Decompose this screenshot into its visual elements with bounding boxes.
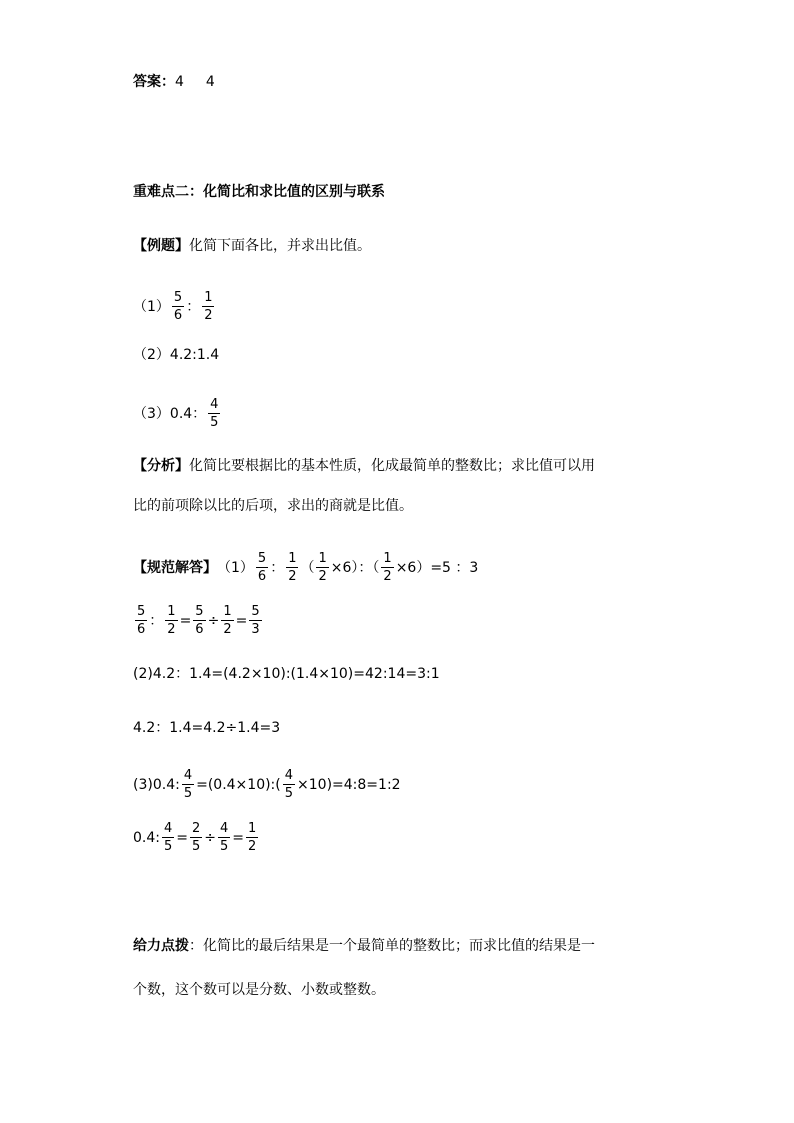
analysis-text-2: 比的前项除以比的后项，求出的商就是比值。 (133, 498, 413, 514)
analysis-text-1: 化简比要根据比的基本性质，化成最简单的整数比；求比值可以用 (189, 458, 595, 474)
example-label: 【例题】 (133, 238, 189, 254)
fraction: $\frac{5}{6}$ (195, 604, 204, 637)
fraction: $\frac{4}{5}$ (183, 768, 193, 801)
answer-label: 答案： (133, 74, 175, 90)
solution-line-5: (3)0.4: $\frac{4}{5}$ =(0.4×10):( $\frac{4}{5}$ ×10)=4:8=1:2 (133, 768, 401, 801)
solution-line-1: 【规范解答】 （1） $\frac{5}{6}$ ： $\frac{1}{2}$ （ $\frac{1}{2}$ ×6）：（ $\frac{1}{2}$ ×6）=5 ：3 (133, 551, 479, 584)
example-line (133, 236, 371, 256)
answer-value-2: 4 (205, 74, 215, 90)
fraction: $\frac{4}{5}$ (284, 768, 294, 801)
fraction: $\frac{1}{2}$ (204, 290, 213, 323)
problem-index: （1） (133, 298, 170, 315)
tip-text-1: ：化简比的最后结果是一个最简单的整数比；而求比值的结果是一 (189, 938, 595, 954)
answer-value-1: 4 (175, 74, 184, 90)
problem-index: （3）0.4： (133, 405, 207, 422)
solution-line-6: 0.4: $\frac{4}{5}$ = $\frac{2}{5}$ ÷ $\frac{4}{5}$ = $\frac{1}{2}$ (133, 821, 257, 854)
problem-1 (133, 290, 216, 323)
fraction: $\frac{1}{2}$ (383, 551, 392, 584)
fraction: $\frac{4}{5}$ (220, 821, 229, 854)
fraction: $\frac{1}{2}$ (248, 821, 257, 854)
fraction: $\frac{5}{6}$ (137, 604, 146, 637)
answer-line (133, 72, 215, 92)
fraction: $\frac{5}{6}$ (173, 290, 183, 323)
fraction: $\frac{1}{2}$ (223, 604, 232, 637)
tip-text-2: 个数，这个数可以是分数、小数或整数。 (133, 982, 385, 998)
tip-paragraph (133, 936, 673, 956)
fraction: $\frac{2}{5}$ (192, 821, 201, 854)
colon: ： (186, 298, 201, 315)
solution-line-3: (2)4.2：1.4=(4.2×10):(1.4×10)=42:14=3:1 (133, 666, 440, 682)
analysis-paragraph (133, 456, 673, 476)
problem-2: （2）4.2:1.4 (133, 347, 220, 363)
example-text: 化简下面各比，并求出比值。 (189, 238, 371, 254)
analysis-label: 【分析】 (133, 458, 189, 474)
fraction: $\frac{1}{2}$ (167, 604, 176, 637)
problem-3 (133, 397, 222, 430)
fraction: $\frac{1}{2}$ (288, 551, 297, 584)
fraction: $\frac{4}{5}$ (210, 397, 219, 430)
fraction: $\frac{5}{3}$ (251, 604, 260, 637)
solution-label: 【规范解答】 (133, 559, 217, 576)
fraction: $\frac{1}{2}$ (318, 551, 327, 584)
solution-line-2: $\frac{5}{6}$ ： $\frac{1}{2}$ = $\frac{5}{6}$ ÷ $\frac{1}{2}$ = $\frac{5}{3}$ (137, 604, 260, 637)
fraction: $\frac{4}{5}$ (163, 821, 173, 854)
solution-line-4: 4.2：1.4=4.2÷1.4=3 (133, 720, 281, 736)
section-title: 重难点二：化简比和求比值的区别与联系 (133, 184, 385, 200)
fraction: $\frac{5}{6}$ (257, 551, 267, 584)
tip-label: 给力点拨 (133, 938, 189, 954)
